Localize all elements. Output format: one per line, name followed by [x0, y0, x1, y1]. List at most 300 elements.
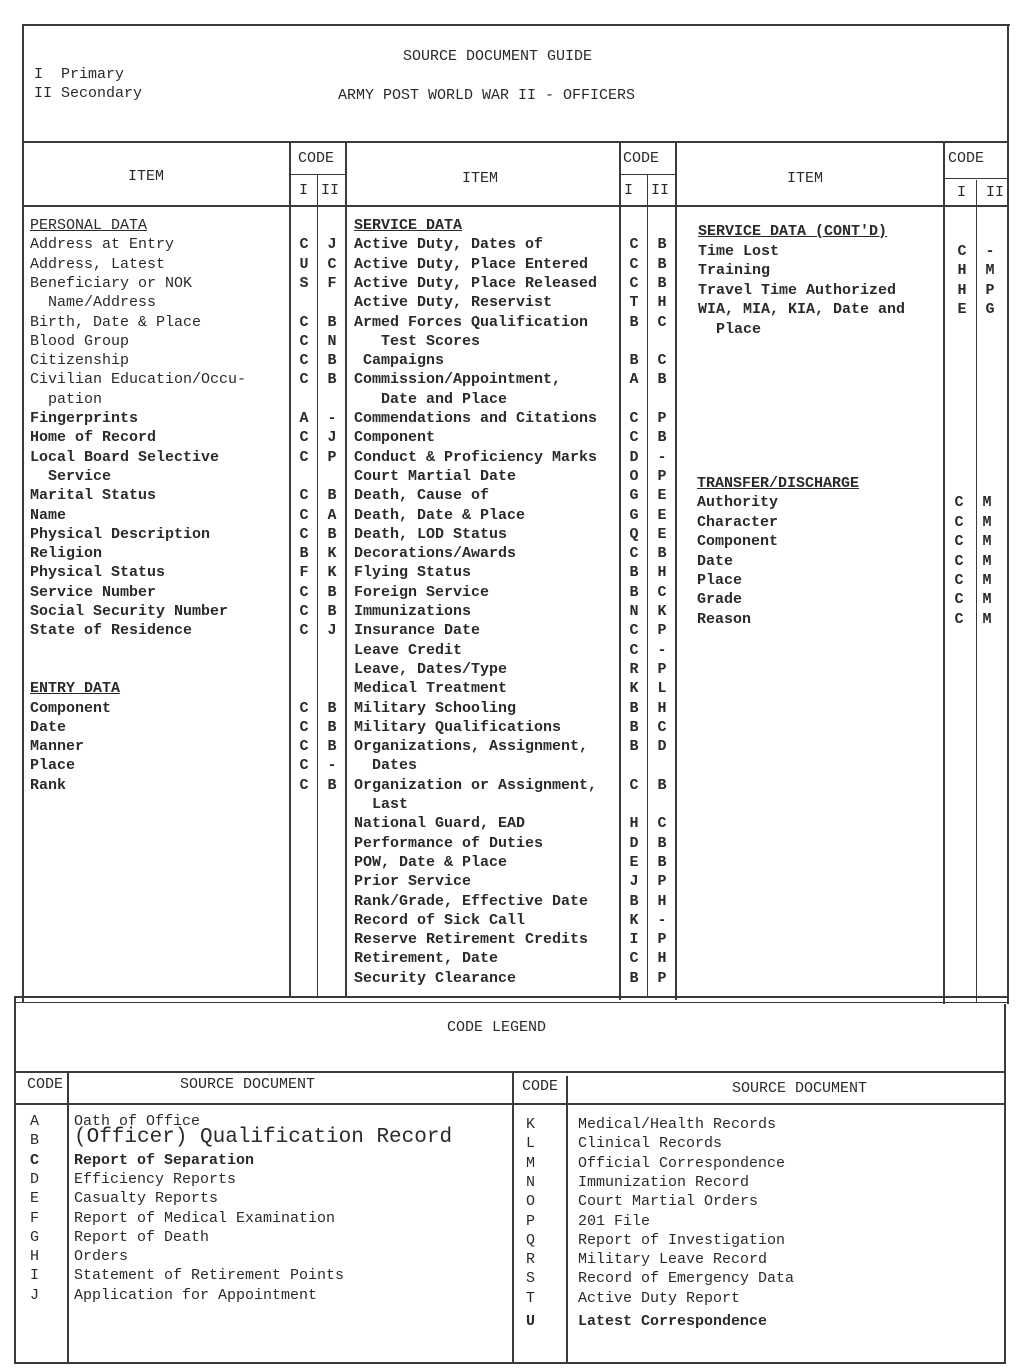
primary-code: K	[629, 911, 639, 929]
item-label: Religion	[30, 545, 103, 563]
primary-code: C	[299, 776, 309, 794]
code-ii-header-1: II	[321, 182, 340, 199]
legend-document: 201 File	[578, 1212, 651, 1230]
primary-code: C	[299, 352, 309, 370]
secondary-code: P	[985, 281, 995, 299]
item-label: Address, Latest	[30, 255, 166, 273]
secondary-code: B	[327, 525, 337, 543]
item-label: Date	[697, 552, 734, 570]
code-sub-divider-3	[944, 178, 1007, 179]
item-label: Place	[698, 321, 762, 338]
table-row	[354, 892, 684, 911]
table-row	[698, 242, 1021, 261]
table-row	[30, 313, 360, 332]
legend-document: Oath of Office	[74, 1113, 201, 1130]
item-label: Physical Status	[30, 564, 166, 582]
table-row	[30, 506, 360, 525]
primary-code: G	[629, 506, 639, 524]
primary-code: B	[629, 738, 639, 756]
secondary-code: B	[327, 313, 337, 331]
legend-col-line-2	[512, 1072, 514, 1363]
secondary-code: -	[985, 242, 995, 260]
primary-code: Q	[629, 525, 639, 543]
primary-code: G	[629, 487, 639, 505]
item-label: Birth, Date & Place	[30, 313, 202, 331]
table-row	[30, 467, 360, 486]
item-label: Date	[30, 718, 67, 736]
legend-document: Report of Investigation	[578, 1231, 786, 1249]
table-row	[354, 834, 684, 853]
code-ii-header-2: II	[651, 182, 670, 199]
secondary-code: B	[657, 545, 667, 563]
table-row	[354, 660, 684, 679]
legend-document: Clinical Records	[578, 1135, 723, 1153]
legend-code: Q	[526, 1231, 536, 1249]
table-row	[354, 776, 684, 795]
primary-code: C	[954, 572, 964, 589]
table-row	[354, 370, 684, 389]
primary-code: B	[629, 583, 639, 601]
legend-document: Report of Death	[74, 1228, 210, 1246]
table-row	[354, 699, 684, 718]
secondary-code: P	[657, 931, 667, 949]
legend-code: A	[30, 1113, 40, 1130]
secondary-code: P	[657, 873, 667, 891]
primary-code: C	[299, 506, 309, 524]
table-row	[354, 756, 684, 775]
table-row	[697, 590, 1021, 609]
secondary-code: -	[327, 757, 337, 775]
code-header-3: CODE	[948, 150, 985, 167]
table-row	[30, 351, 360, 370]
secondary-code: B	[327, 718, 337, 736]
legend-code: G	[30, 1228, 40, 1246]
primary-code: C	[957, 242, 967, 260]
item-label: Security Clearance	[354, 969, 517, 987]
table-row	[697, 610, 1021, 629]
secondary-code: L	[657, 680, 667, 698]
primary-code: C	[954, 494, 964, 512]
primary-code: H	[629, 815, 639, 833]
table-row	[354, 525, 684, 544]
item-label: Reserve Retirement Credits	[354, 931, 589, 949]
legend-doc-header-right: SOURCE DOCUMENT	[732, 1080, 868, 1097]
secondary-code: K	[327, 545, 337, 563]
table-row	[30, 235, 360, 254]
table-row	[354, 351, 684, 370]
item-label: Active Duty, Dates of	[354, 236, 544, 254]
item-label: Military Schooling	[354, 699, 517, 717]
item-label: Beneficiary or NOK	[30, 274, 193, 292]
primary-code: C	[629, 274, 639, 292]
legend-code: H	[30, 1248, 40, 1266]
item-label: Grade	[697, 591, 743, 609]
secondary-code: P	[657, 622, 667, 640]
legend-document: Military Leave Record	[578, 1251, 768, 1269]
secondary-code: C	[657, 352, 667, 370]
legend-code: N	[526, 1173, 536, 1191]
item-label: Name	[30, 506, 67, 524]
table-row	[354, 949, 684, 968]
item-label: Service	[30, 467, 112, 485]
primary-code: C	[299, 448, 309, 466]
key-secondary: II Secondary	[34, 85, 143, 102]
item-label: Death, Cause of	[354, 487, 490, 505]
frame-top	[22, 24, 1010, 26]
secondary-code: A	[327, 506, 337, 524]
secondary-code: H	[657, 294, 667, 312]
primary-code: C	[299, 236, 309, 254]
secondary-code: J	[327, 429, 337, 447]
secondary-code: P	[657, 969, 667, 987]
table-row	[30, 641, 360, 660]
table-row	[354, 448, 684, 467]
table-row	[698, 300, 1021, 319]
primary-code: C	[299, 603, 309, 620]
table-row	[354, 737, 684, 756]
item-label: Decorations/Awards	[354, 545, 517, 563]
primary-code: C	[629, 429, 639, 447]
table-row	[30, 486, 360, 505]
item-label: WIA, MIA, KIA, Date and	[698, 301, 906, 319]
item-label: Performance of Duties	[354, 834, 544, 852]
secondary-code: B	[657, 371, 667, 389]
table-row	[30, 274, 360, 293]
item-label: Place	[697, 572, 743, 589]
primary-code: B	[629, 969, 639, 987]
legend-top-rule-1	[15, 996, 1007, 998]
table-row	[354, 679, 684, 698]
legend-col-line-1	[67, 1072, 69, 1363]
secondary-code: B	[657, 429, 667, 447]
item-label: Address at Entry	[30, 236, 175, 254]
item-label: Armed Forces Qualification	[354, 313, 589, 331]
table-row	[30, 583, 360, 602]
table-row	[697, 474, 1021, 493]
primary-code: C	[299, 429, 309, 447]
secondary-code: B	[657, 776, 667, 794]
legend-code: T	[526, 1289, 536, 1307]
table-row	[354, 255, 684, 274]
secondary-code: J	[327, 622, 337, 640]
item-label: Manner	[30, 738, 85, 756]
secondary-code: E	[657, 506, 667, 524]
legend-code: B	[30, 1132, 40, 1150]
primary-code: C	[629, 410, 639, 427]
primary-code: C	[954, 591, 964, 609]
secondary-code: B	[657, 255, 667, 273]
secondary-code: -	[327, 410, 337, 427]
primary-code: C	[954, 610, 964, 628]
primary-code: C	[299, 487, 309, 505]
item-header-3: ITEM	[787, 170, 824, 187]
primary-code: B	[629, 352, 639, 370]
secondary-code: B	[657, 274, 667, 292]
item-label: Retirement, Date	[354, 950, 499, 968]
item-label: Campaigns	[354, 352, 445, 370]
table-row	[698, 222, 1021, 241]
item-label: Name/Address	[30, 294, 157, 312]
secondary-code: M	[982, 513, 992, 531]
primary-code: C	[629, 950, 639, 968]
primary-code: A	[299, 410, 309, 427]
table-row	[354, 930, 684, 949]
table-row	[30, 756, 360, 775]
secondary-code: E	[657, 525, 667, 543]
item-label: Flying Status	[354, 564, 472, 582]
item-label: Character	[697, 513, 779, 531]
secondary-code: B	[327, 603, 337, 620]
table-row	[30, 332, 360, 351]
legend-document: Statement of Retirement Points	[74, 1267, 345, 1285]
code-header-2: CODE	[623, 150, 660, 167]
primary-code: E	[957, 301, 967, 319]
primary-code: U	[299, 255, 309, 273]
item-label: Dates	[354, 757, 418, 775]
legend-left-edge	[14, 996, 16, 1364]
secondary-code: F	[327, 274, 337, 292]
legend-document: Casualty Reports	[74, 1190, 219, 1208]
table-row	[354, 911, 684, 930]
primary-code: B	[629, 313, 639, 331]
table-row	[354, 235, 684, 254]
table-header-bottom	[22, 205, 1009, 207]
secondary-code: C	[657, 718, 667, 736]
table-row	[354, 390, 684, 409]
secondary-code: N	[327, 332, 337, 350]
legend-code: F	[30, 1209, 40, 1227]
primary-code: B	[629, 564, 639, 582]
secondary-code: C	[327, 255, 337, 273]
header-divider	[22, 141, 1009, 143]
table-row	[30, 390, 360, 409]
primary-code: C	[299, 718, 309, 736]
item-label: Authority	[697, 494, 779, 512]
table-row	[30, 544, 360, 563]
item-header-1: ITEM	[128, 168, 165, 185]
table-row	[698, 281, 1021, 300]
secondary-code: H	[657, 699, 667, 717]
secondary-code: M	[982, 610, 992, 628]
primary-code: J	[629, 873, 639, 891]
table-row	[30, 525, 360, 544]
table-row	[30, 660, 360, 679]
frame-left	[22, 24, 24, 1002]
legend-document: Court Martial Orders	[578, 1193, 759, 1211]
primary-code: K	[629, 680, 639, 698]
primary-code: C	[299, 757, 309, 775]
primary-code: C	[629, 545, 639, 563]
table-row	[697, 552, 1021, 571]
primary-code: D	[629, 834, 639, 852]
item-label: Local Board Selective	[30, 448, 220, 466]
table-row	[30, 563, 360, 582]
legend-code-header-right: CODE	[522, 1078, 559, 1095]
legend-code: J	[30, 1286, 40, 1304]
primary-code: C	[299, 699, 309, 717]
item-label: Component	[697, 533, 779, 551]
legend-document: Active Duty Report	[578, 1289, 741, 1307]
code-sub-divider-1	[290, 174, 346, 175]
table-row	[30, 428, 360, 447]
primary-code: C	[629, 776, 639, 794]
table-row	[354, 602, 684, 621]
item-label: Training	[698, 262, 771, 280]
secondary-code: B	[327, 352, 337, 370]
legend-doc-header-left: SOURCE DOCUMENT	[180, 1076, 316, 1093]
primary-code: C	[299, 332, 309, 350]
primary-code: C	[299, 525, 309, 543]
legend-code: O	[526, 1193, 536, 1211]
item-label: Test Scores	[354, 332, 481, 350]
table-row	[30, 255, 360, 274]
primary-code: B	[629, 699, 639, 717]
primary-code: S	[299, 274, 309, 292]
table-row	[354, 641, 684, 660]
item-label: Marital Status	[30, 487, 157, 505]
primary-code: C	[954, 552, 964, 570]
table-row	[354, 814, 684, 833]
secondary-code: C	[657, 583, 667, 601]
item-label: Immunizations	[354, 603, 472, 620]
primary-code: C	[299, 313, 309, 331]
legend-header-bottom	[15, 1103, 1005, 1105]
table-row	[697, 571, 1021, 590]
table-row	[30, 409, 360, 428]
primary-code: C	[629, 236, 639, 254]
legend-document: Efficiency Reports	[74, 1170, 237, 1188]
secondary-code: P	[657, 410, 667, 427]
table-row	[698, 261, 1021, 280]
table-row	[30, 718, 360, 737]
primary-code: C	[629, 641, 639, 659]
legend-top-rule-2	[15, 1002, 1007, 1003]
primary-code: N	[629, 603, 639, 620]
table-row	[697, 532, 1021, 551]
section-heading: SERVICE DATA	[354, 217, 463, 234]
primary-code: T	[629, 294, 639, 312]
legend-code: L	[526, 1135, 536, 1153]
primary-code: C	[299, 583, 309, 601]
secondary-code: -	[657, 911, 667, 929]
secondary-code: B	[327, 738, 337, 756]
table-row	[354, 428, 684, 447]
secondary-code: P	[657, 660, 667, 678]
secondary-code: M	[985, 262, 995, 280]
table-row	[30, 776, 360, 795]
legend-code: S	[526, 1270, 536, 1288]
primary-code: F	[299, 564, 309, 582]
document-title: SOURCE DOCUMENT GUIDE	[403, 48, 593, 65]
section-heading: ENTRY DATA	[30, 680, 121, 698]
section-heading: TRANSFER/DISCHARGE	[697, 475, 860, 492]
item-label: Citizenship	[30, 352, 130, 370]
item-label: Commendations and Citations	[354, 410, 598, 427]
code-ii-header-3: II	[986, 184, 1005, 201]
item-label: Court Martial Date	[354, 467, 517, 485]
item-label: Rank	[30, 776, 67, 794]
secondary-code: B	[327, 699, 337, 717]
primary-code: C	[629, 622, 639, 640]
secondary-code: J	[327, 236, 337, 254]
item-label: Last	[354, 796, 409, 813]
secondary-code: P	[327, 448, 337, 466]
item-label: Component	[30, 699, 112, 717]
legend-document: Medical/Health Records	[578, 1116, 777, 1133]
table-row	[354, 621, 684, 640]
table-row	[354, 332, 684, 351]
secondary-code: C	[657, 313, 667, 331]
item-label: Home of Record	[30, 429, 157, 447]
primary-code: B	[629, 892, 639, 910]
section-heading: PERSONAL DATA	[30, 217, 148, 234]
primary-code: D	[629, 448, 639, 466]
table-row	[354, 718, 684, 737]
item-label: Record of Sick Call	[354, 911, 526, 929]
secondary-code: M	[982, 572, 992, 589]
legend-title: CODE LEGEND	[447, 1019, 547, 1036]
secondary-code: B	[327, 371, 337, 389]
table-row	[354, 969, 684, 988]
legend-code: E	[30, 1190, 40, 1208]
primary-code: B	[299, 545, 309, 563]
secondary-code: D	[657, 738, 667, 756]
table-row	[30, 448, 360, 467]
table-row	[698, 320, 1021, 339]
secondary-code: M	[982, 533, 992, 551]
item-label: Organizations, Assignment,	[354, 738, 589, 756]
primary-code: C	[299, 738, 309, 756]
item-label: Reason	[697, 610, 752, 628]
primary-code: H	[957, 281, 967, 299]
legend-bottom-edge	[14, 1362, 1006, 1364]
table-row	[30, 699, 360, 718]
table-row	[354, 486, 684, 505]
secondary-code: K	[657, 603, 667, 620]
code-header-1: CODE	[298, 150, 335, 167]
item-label: Foreign Service	[354, 583, 490, 601]
item-label: Service Number	[30, 583, 157, 601]
table-row	[30, 737, 360, 756]
legend-code: K	[526, 1116, 536, 1133]
legend-code: P	[526, 1212, 536, 1230]
primary-code: E	[629, 853, 639, 871]
secondary-code: M	[982, 552, 992, 570]
item-label: State of Residence	[30, 622, 193, 640]
item-label: Commission/Appointment,	[354, 371, 562, 389]
secondary-code: H	[657, 892, 667, 910]
primary-code: C	[299, 622, 309, 640]
item-label: Component	[354, 429, 436, 447]
secondary-code: H	[657, 564, 667, 582]
item-label: Active Duty, Place Entered	[354, 255, 589, 273]
secondary-code: B	[327, 487, 337, 505]
secondary-code: -	[657, 448, 667, 466]
table-row	[354, 409, 684, 428]
item-label: Date and Place	[354, 390, 508, 408]
legend-code-header-left: CODE	[27, 1076, 64, 1093]
code-i-header-2: I	[624, 182, 634, 199]
item-label: Active Duty, Place Released	[354, 274, 598, 292]
secondary-code: B	[327, 776, 337, 794]
secondary-code: B	[327, 583, 337, 601]
table-row	[30, 679, 360, 698]
primary-code: O	[629, 467, 639, 485]
primary-code: R	[629, 660, 639, 678]
table-row	[30, 602, 360, 621]
item-label: Place	[30, 757, 76, 775]
code-i-header-1: I	[299, 182, 309, 199]
